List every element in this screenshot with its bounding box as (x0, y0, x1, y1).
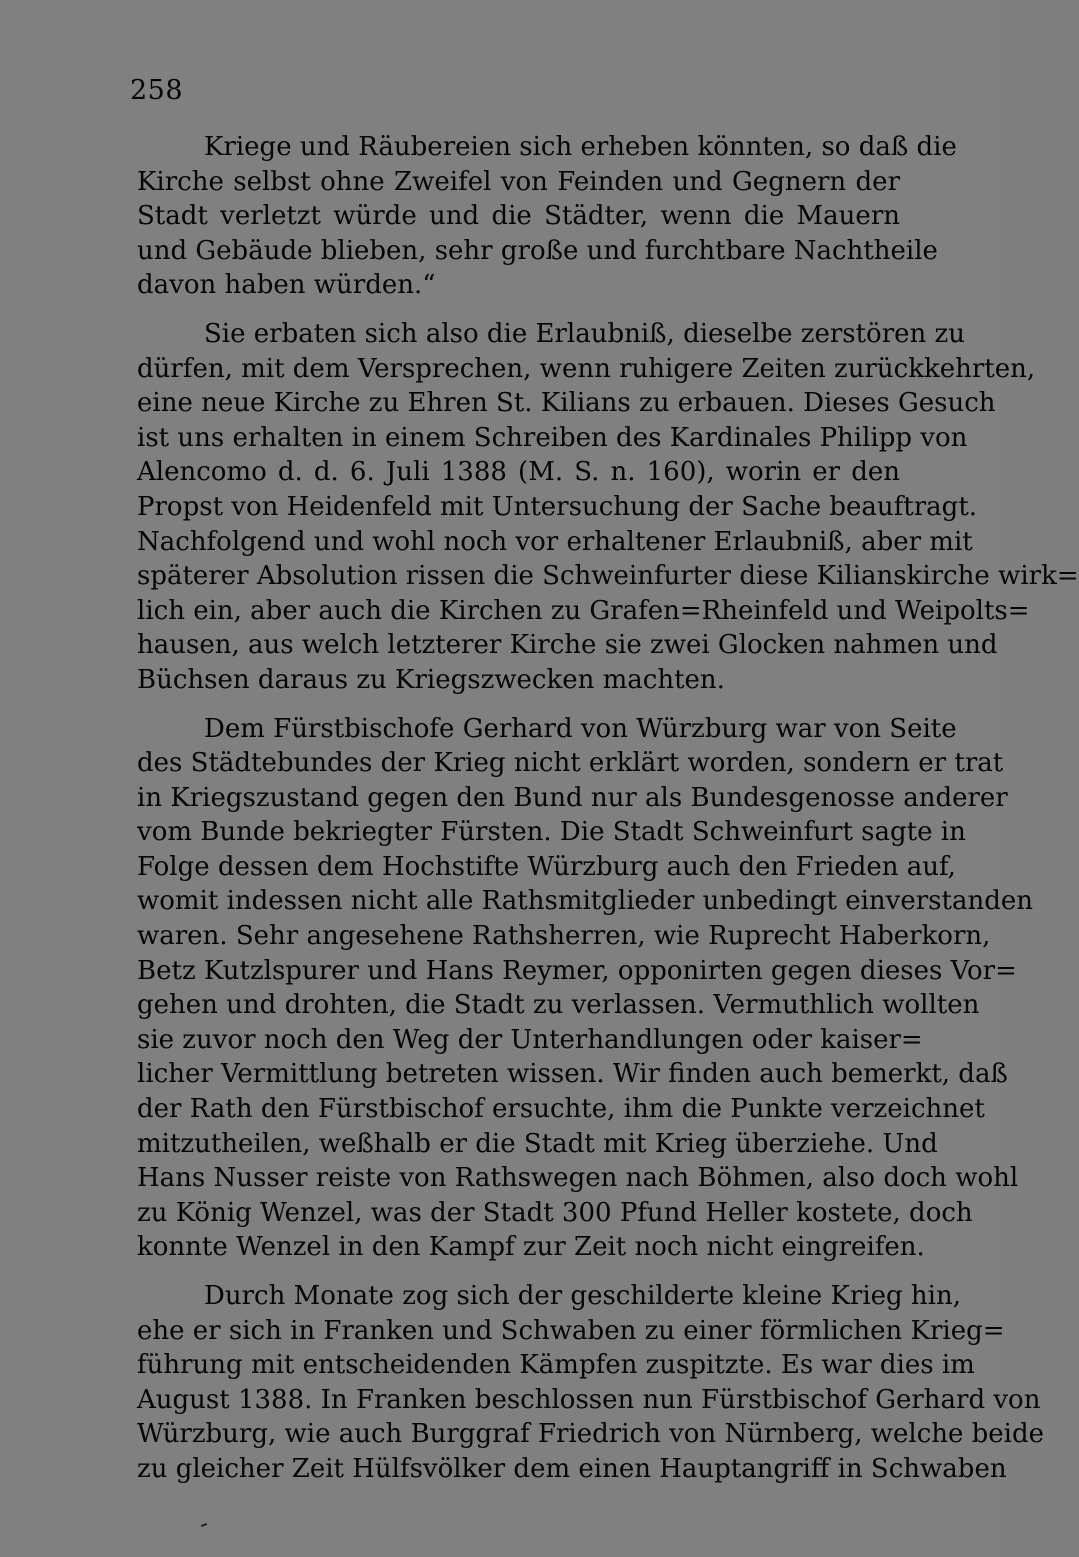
text-line: konnte Wenzel in den Kampf zur Zeit noch nicht eingreifen. (137, 1232, 925, 1263)
text-line: Betz Kutzlspurer und Hans Reymer, opponirten gegen dieses Vor= (137, 955, 1017, 986)
text-line: sie zuvor noch den Weg der Unterhandlungen oder kaiser= (137, 1024, 923, 1055)
text-line: führung mit entscheidenden Kämpfen zuspitzte. Es war dies im (137, 1350, 975, 1381)
text-line: ist uns erhalten in einem Schreiben des Kardinales Philipp von (137, 422, 968, 453)
text-line: Kriege und Räubereien sich erheben könnten, so daß die (204, 132, 957, 162)
paragraph (137, 1279, 1045, 1487)
body-text (137, 130, 1079, 1487)
text-line: womit indessen nicht alle Rathsmitglieder unbedingt einverstanden (137, 886, 1033, 917)
text-line: dürfen, mit dem Versprechen, wenn ruhigere Zeiten zurückkehrten, (137, 353, 1036, 384)
paragraph-gap (137, 303, 900, 317)
text-line: August 1388. In Franken beschlossen nun Fürstbischof Gerhard von (137, 1384, 1041, 1415)
text-line: waren. Sehr angesehene Rathsherren, wie Ruprecht Haberkorn, (137, 921, 991, 952)
text-line: des Städtebundes der Krieg nicht erklärt worden, sondern er trat (137, 748, 1004, 779)
text-line: und Gebäude blieben, sehr große und furchtbare Nachtheile (137, 235, 938, 266)
text-line: davon haben würden.“ (137, 270, 436, 301)
text-line: eine neue Kirche zu Ehren St. Kilians zu erbauen. Dieses Gesuch (137, 388, 996, 419)
text-line: der Rath den Fürstbischof ersuchte, ihm die Punkte verzeichnet (137, 1094, 985, 1125)
text-line: Hans Nusser reiste von Rathswegen nach Böhmen, also doch wohl (137, 1163, 1019, 1194)
text-line: ehe er sich in Franken und Schwaben zu einer förmlichen Krieg= (137, 1315, 1005, 1346)
text-line: Kirche selbst ohne Zweifel von Feinden und Gegnern der (137, 166, 900, 197)
text-line: zu König Wenzel, was der Stadt 300 Pfund Heller kostete, doch (137, 1197, 973, 1228)
paragraph (137, 712, 1033, 1266)
text-line: Folge dessen dem Hochstifte Würzburg auch den Frieden auf, (137, 851, 956, 882)
paragraph-gap (137, 1265, 900, 1279)
paragraph (137, 130, 957, 303)
text-line: licher Vermittlung betreten wissen. Wir finden auch bemerkt, daß (137, 1059, 1008, 1090)
text-line: in Kriegszustand gegen den Bund nur als Bundesgenosse anderer (137, 782, 1008, 813)
text-line: zu gleicher Zeit Hülfsvölker dem einen Hauptangriff in Schwaben (137, 1453, 1007, 1484)
text-line: lich ein, aber auch die Kirchen zu Grafen=Rheinfeld und Weipolts= (137, 595, 1030, 626)
text-line: Büchsen daraus zu Kriegszwecken machten. (137, 664, 725, 695)
text-line: gehen und drohten, die Stadt zu verlassen. Vermuthlich wollten (137, 990, 980, 1021)
text-line: Propst von Heidenfeld mit Untersuchung der Sache beauftragt. (137, 491, 978, 522)
text-line: späterer Absolution rissen die Schweinfurter diese Kilianskirche wirk= (137, 561, 1079, 592)
text-line: mitzutheilen, weßhalb er die Stadt mit Krieg überziehe. Und (137, 1128, 938, 1159)
scan-speck (201, 1523, 207, 1527)
text-line: hausen, aus welch letzterer Kirche sie zwei Glocken nahmen und (137, 630, 998, 661)
text-line: Würzburg, wie auch Burggraf Friedrich von Nürnberg, welche beide (137, 1419, 1045, 1450)
text-line: Alencomo d. d. 6. Juli 1388 (M. S. n. 160), worin er den (137, 457, 900, 488)
text-line: Stadt verletzt würde und die Städter, wenn die Mauern (137, 201, 900, 232)
paragraph (137, 317, 1079, 698)
text-line: Sie erbaten sich also die Erlaubniß, dieselbe zerstören zu (204, 318, 965, 349)
paragraph-gap (137, 698, 900, 712)
text-line: vom Bunde bekriegter Fürsten. Die Stadt Schweinfurt sagte in (137, 817, 966, 848)
text-line: Nachfolgend und wohl noch vor erhaltener Erlaubniß, aber mit (137, 526, 973, 557)
text-line: Durch Monate zog sich der geschilderte kleine Krieg hin, (204, 1281, 961, 1311)
text-line: Dem Fürstbischofe Gerhard von Würzburg war von Seite (204, 713, 957, 744)
page-number: 258 (130, 75, 184, 106)
